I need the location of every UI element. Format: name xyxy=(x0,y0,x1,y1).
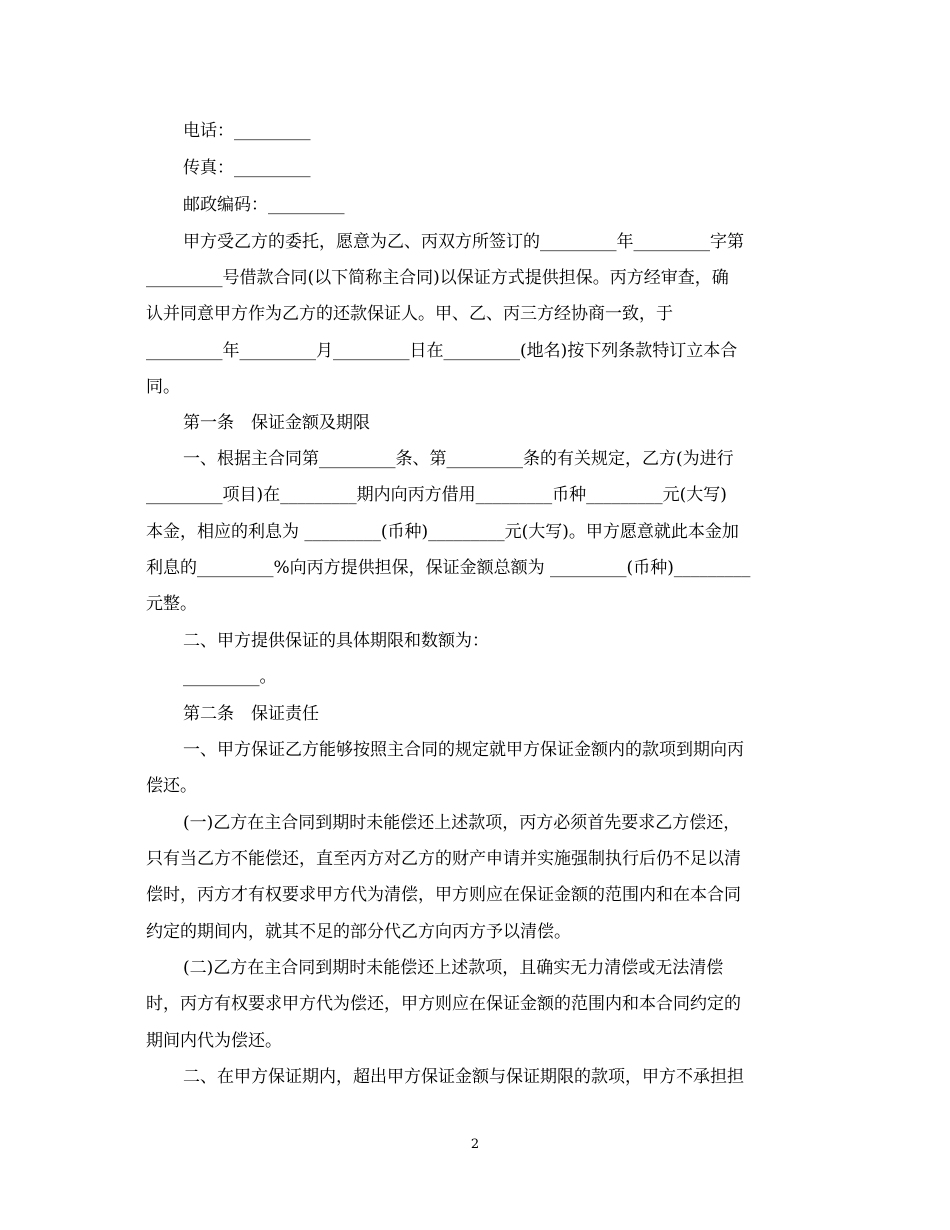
sub-clause-line: (一)乙方在主合同到期时未能偿还上述款项，丙方必须首先要求乙方偿还， xyxy=(183,813,741,833)
sub-clause-line: 只有当乙方不能偿还，直至丙方对乙方的财产申请并实施强制执行后仍不足以清 xyxy=(146,849,741,869)
clause-line: 元整。 xyxy=(146,594,197,614)
clause-line: 二、甲方提供保证的具体期限和数额为： xyxy=(183,631,489,651)
sub-clause-line: (二)乙方在主合同到期时未能偿还上述款项，且确实无力清偿或无法清偿 xyxy=(183,958,724,978)
clause-line: 偿还。 xyxy=(146,776,197,796)
clause-line: 本金，相应的利息为 _________(币种)_________元(大写)。甲方愿意就此本金加 xyxy=(146,522,739,542)
paragraph-line: 认并同意甲方作为乙方的还款保证人。甲、乙、丙三方经协商一致，于 xyxy=(146,304,673,324)
page-number: 2 xyxy=(470,1137,480,1152)
article-1-heading: 第一条 保证金额及期限 xyxy=(183,413,370,433)
sub-clause-line: 时，丙方有权要求甲方代为偿还，甲方则应在保证金额的范围内和本合同约定的 xyxy=(146,994,741,1014)
clause-line: _________项目)在_________期内向丙方借用_________币种_________元(大写) xyxy=(146,485,727,505)
sub-clause-line: 期间内代为偿还。 xyxy=(146,1031,282,1051)
paragraph-line: _________年_________月_________日在_________(地名)按下列条款特订立本合 xyxy=(146,341,738,361)
fax-line: 传真：_________ xyxy=(183,158,311,178)
paragraph-line: 同。 xyxy=(146,377,180,397)
blank-line: _________。 xyxy=(183,667,277,687)
article-2-heading: 第二条 保证责任 xyxy=(183,704,319,724)
sub-clause-line: 约定的期间内，就其不足的部分代乙方向丙方予以清偿。 xyxy=(146,922,571,942)
clause-line: 二、在甲方保证期内，超出甲方保证金额与保证期限的款项，甲方不承担担 xyxy=(183,1067,744,1087)
clause-line: 一、甲方保证乙方能够按照主合同的规定就甲方保证金额内的款项到期向丙 xyxy=(183,740,744,760)
paragraph-line: 甲方受乙方的委托，愿意为乙、丙双方所签订的_________年_________字第 xyxy=(183,232,744,252)
phone-line: 电话：_________ xyxy=(183,121,311,141)
postal-code-line: 邮政编码：_________ xyxy=(183,195,345,215)
clause-line: 一、根据主合同第_________条、第_________条的有关规定，乙方(为进行 xyxy=(183,449,734,469)
sub-clause-line: 偿时，丙方才有权要求甲方代为清偿，甲方则应在保证金额的范围内和在本合同 xyxy=(146,885,741,905)
clause-line: 利息的_________%向丙方提供担保，保证金额总额为 _________(币种)_________ xyxy=(146,558,751,578)
paragraph-line: _________号借款合同(以下简称主合同)以保证方式提供担保。丙方经审查，确 xyxy=(146,268,729,288)
